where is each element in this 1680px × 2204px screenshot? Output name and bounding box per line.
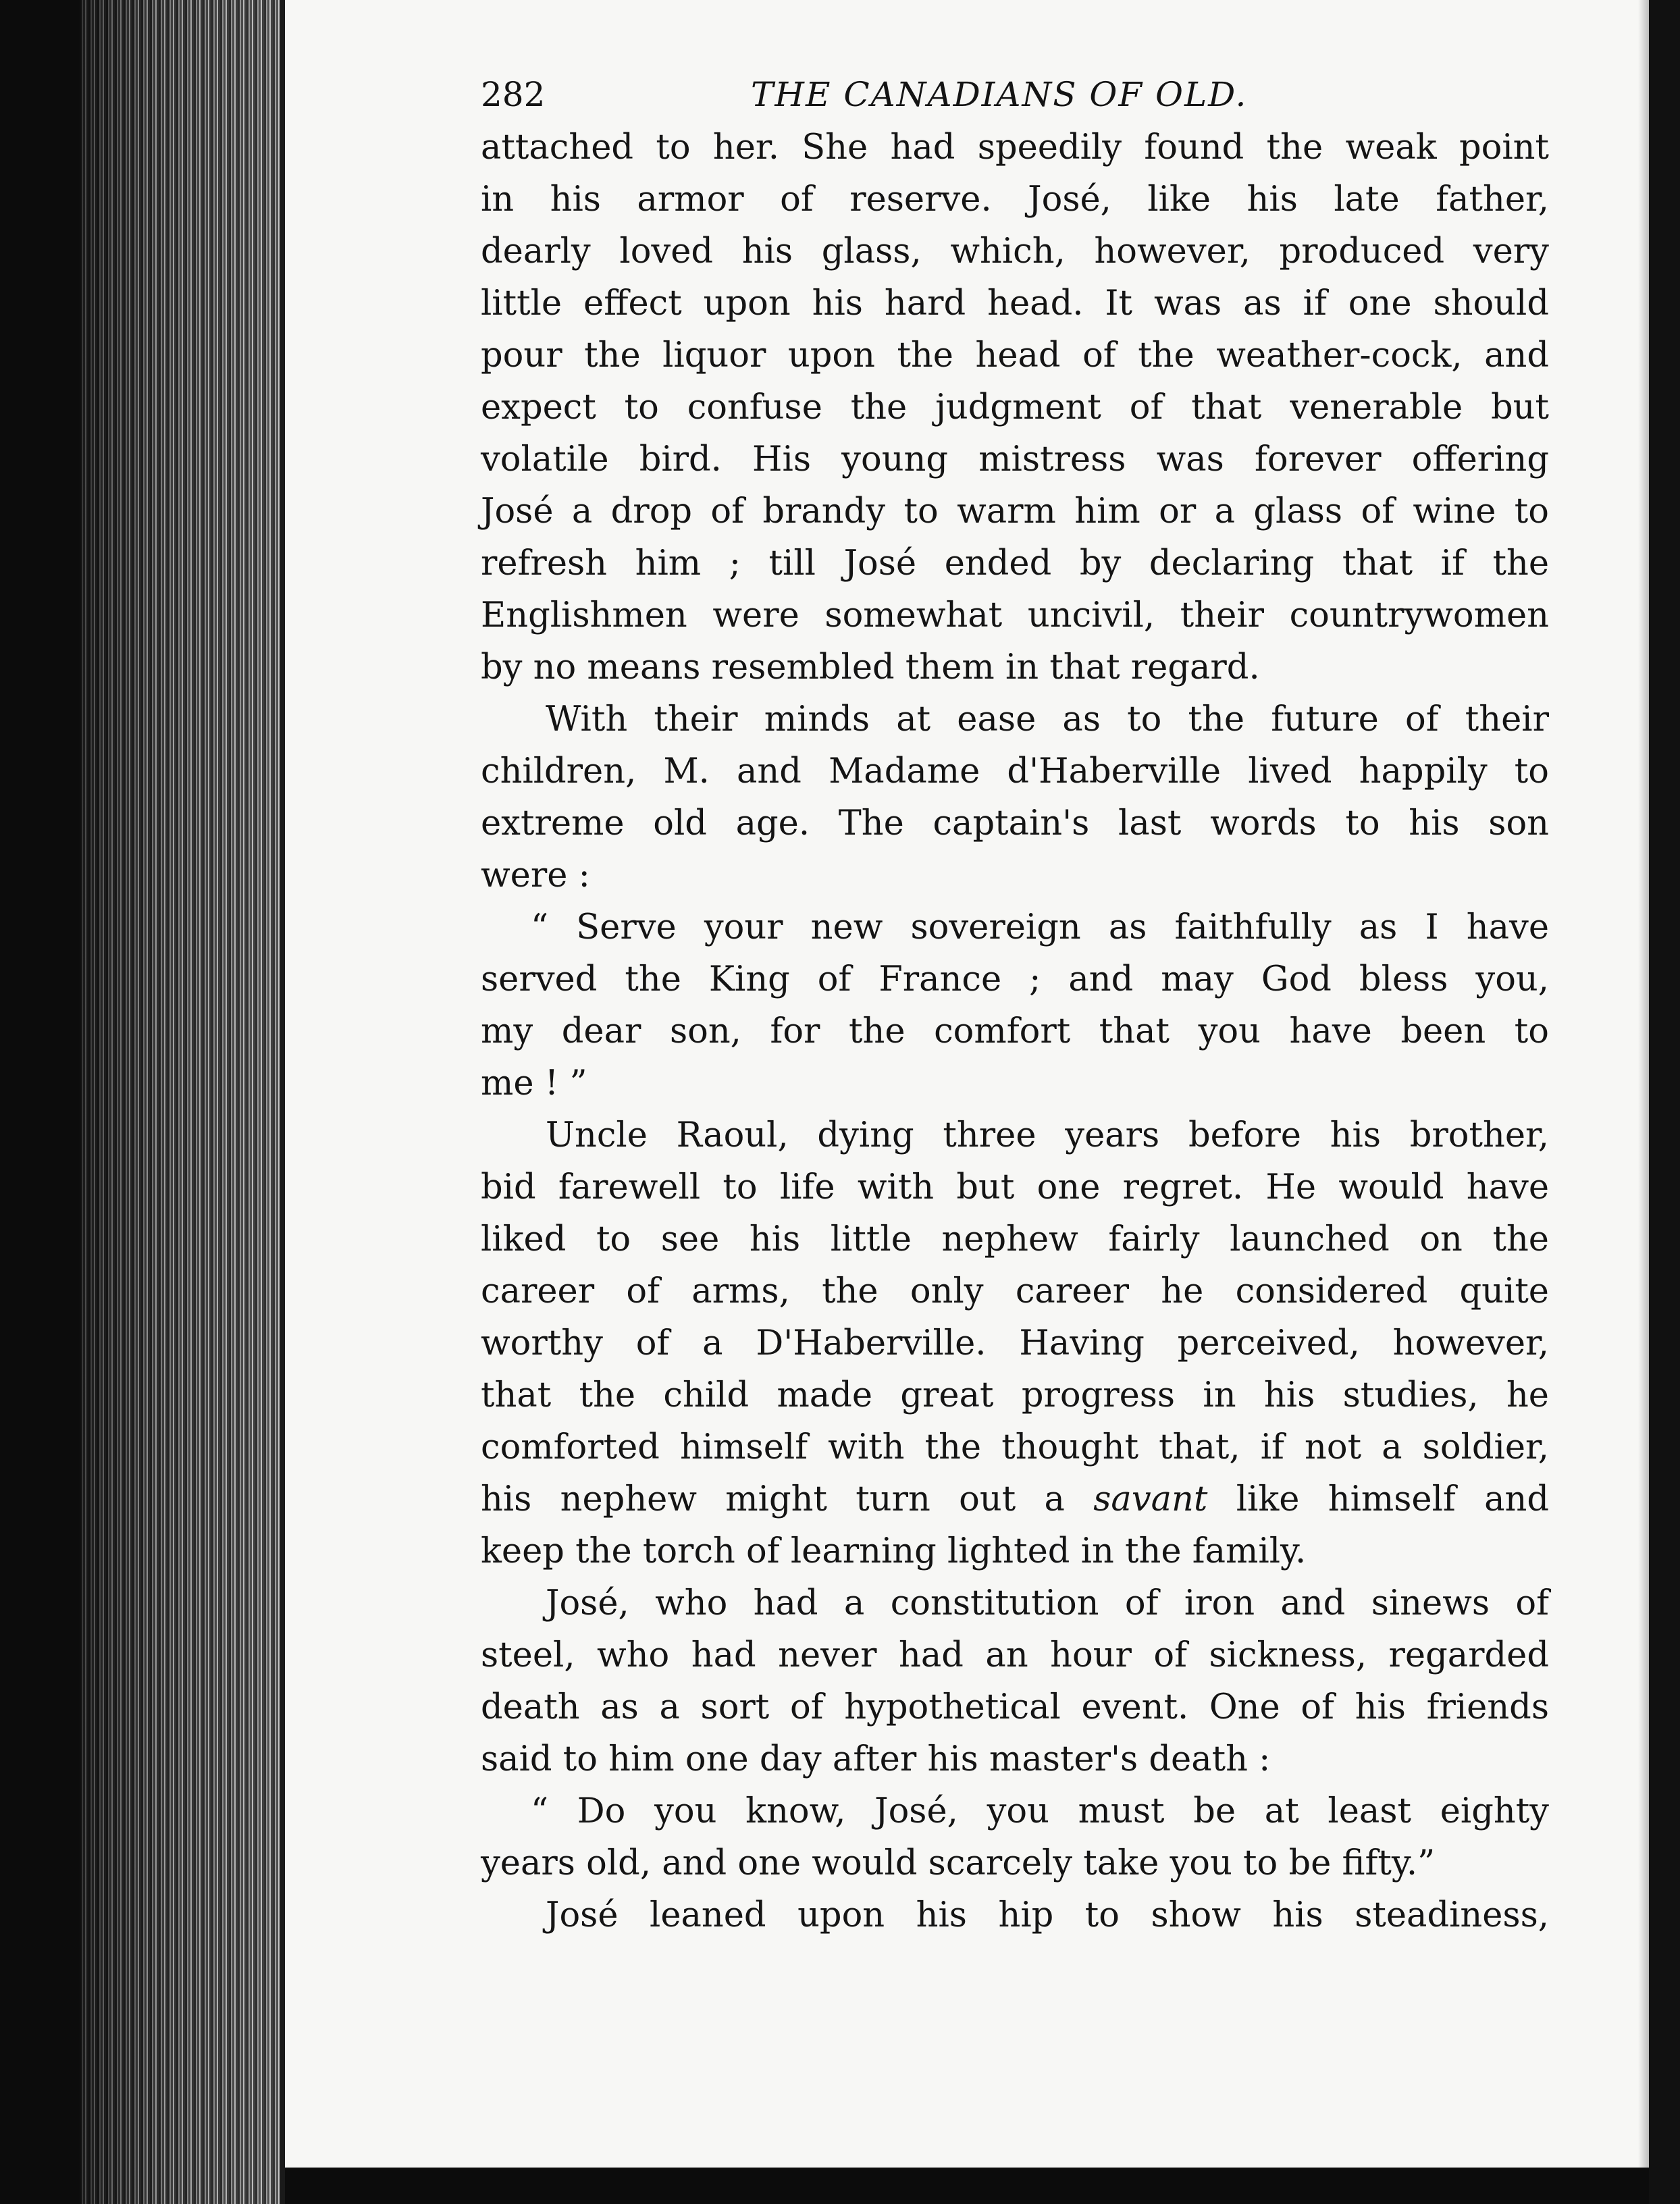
text-line: José, who had a constitution of iron and sinews of — [546, 1583, 1549, 1623]
text-line: attached to her. She had speedily found the weak point — [481, 128, 1549, 167]
text-line: years old, and one would scarcely take you to be fifty.” — [481, 1843, 1436, 1883]
text-line: bid farewell to life with but one regret. He would have — [481, 1167, 1549, 1207]
text-line: With their minds at ease as to the future of their — [546, 700, 1549, 739]
text-line: dearly loved his glass, which, however, produced very — [481, 232, 1549, 271]
text-segment: his nephew might turn out a — [481, 1479, 1065, 1519]
book-page-edges — [80, 0, 284, 2204]
text-line: little effect upon his hard head. It was as if one should — [481, 284, 1549, 323]
text-line: worthy of a D'Haberville. Having perceived, however, — [481, 1323, 1549, 1363]
text-line: “ Do you know, José, you must be at least eighty — [531, 1791, 1549, 1831]
page-text-block — [481, 68, 1549, 1941]
text-line: death as a sort of hypothetical event. One of his friends — [481, 1687, 1549, 1727]
text-line: refresh him ; till José ended by declaring that if the — [481, 544, 1549, 583]
text-segment: like himself and — [1236, 1479, 1549, 1519]
text-line: in his armor of reserve. José, like his late father, — [481, 180, 1549, 219]
text-line-mixed — [481, 1473, 1549, 1525]
text-line: said to him one day after his master's death : — [481, 1739, 1271, 1779]
text-line: keep the torch of learning lighted in the family. — [481, 1531, 1307, 1571]
text-line: Englishmen were somewhat uncivil, their countrywomen — [481, 596, 1549, 635]
text-line: pour the liquor upon the head of the weather-cock, and — [481, 336, 1549, 375]
text-line: comforted himself with the thought that, if not a soldier, — [481, 1427, 1549, 1467]
running-title: THE CANADIANS OF OLD. — [751, 75, 1248, 114]
text-line: me ! ” — [481, 1064, 587, 1103]
text-line: were : — [481, 856, 590, 895]
text-line: José a drop of brandy to warm him or a glass of wine to — [481, 492, 1549, 531]
text-line: “ Serve your new sovereign as faithfully as I have — [531, 908, 1549, 947]
text-line: by no means resembled them in that regard. — [481, 648, 1260, 687]
page-gutter — [280, 0, 285, 2204]
italic-term-savant: savant — [1093, 1479, 1208, 1519]
text-line: served the King of France ; and may God bless you, — [481, 960, 1549, 999]
text-line: children, M. and Madame d'Haberville lived happily to — [481, 752, 1549, 791]
text-line: steel, who had never had an hour of sickness, regarded — [481, 1635, 1549, 1675]
page-number: 282 — [481, 75, 546, 114]
text-line: volatile bird. His young mistress was forever offering — [481, 440, 1549, 479]
text-line: expect to confuse the judgment of that venerable but — [481, 388, 1549, 427]
running-head — [481, 68, 1549, 122]
scan-border-right — [1649, 0, 1680, 2204]
text-line: Uncle Raoul, dying three years before his brother, — [546, 1116, 1549, 1155]
text-line: that the child made great progress in his studies, he — [481, 1375, 1549, 1415]
text-line: liked to see his little nephew fairly launched on the — [481, 1219, 1549, 1259]
text-line: career of arms, the only career he considered quite — [481, 1271, 1549, 1311]
text-line: José leaned upon his hip to show his steadiness, — [546, 1895, 1549, 1935]
text-line: my dear son, for the comfort that you have been to — [481, 1012, 1549, 1051]
text-line: extreme old age. The captain's last words to his son — [481, 804, 1549, 843]
